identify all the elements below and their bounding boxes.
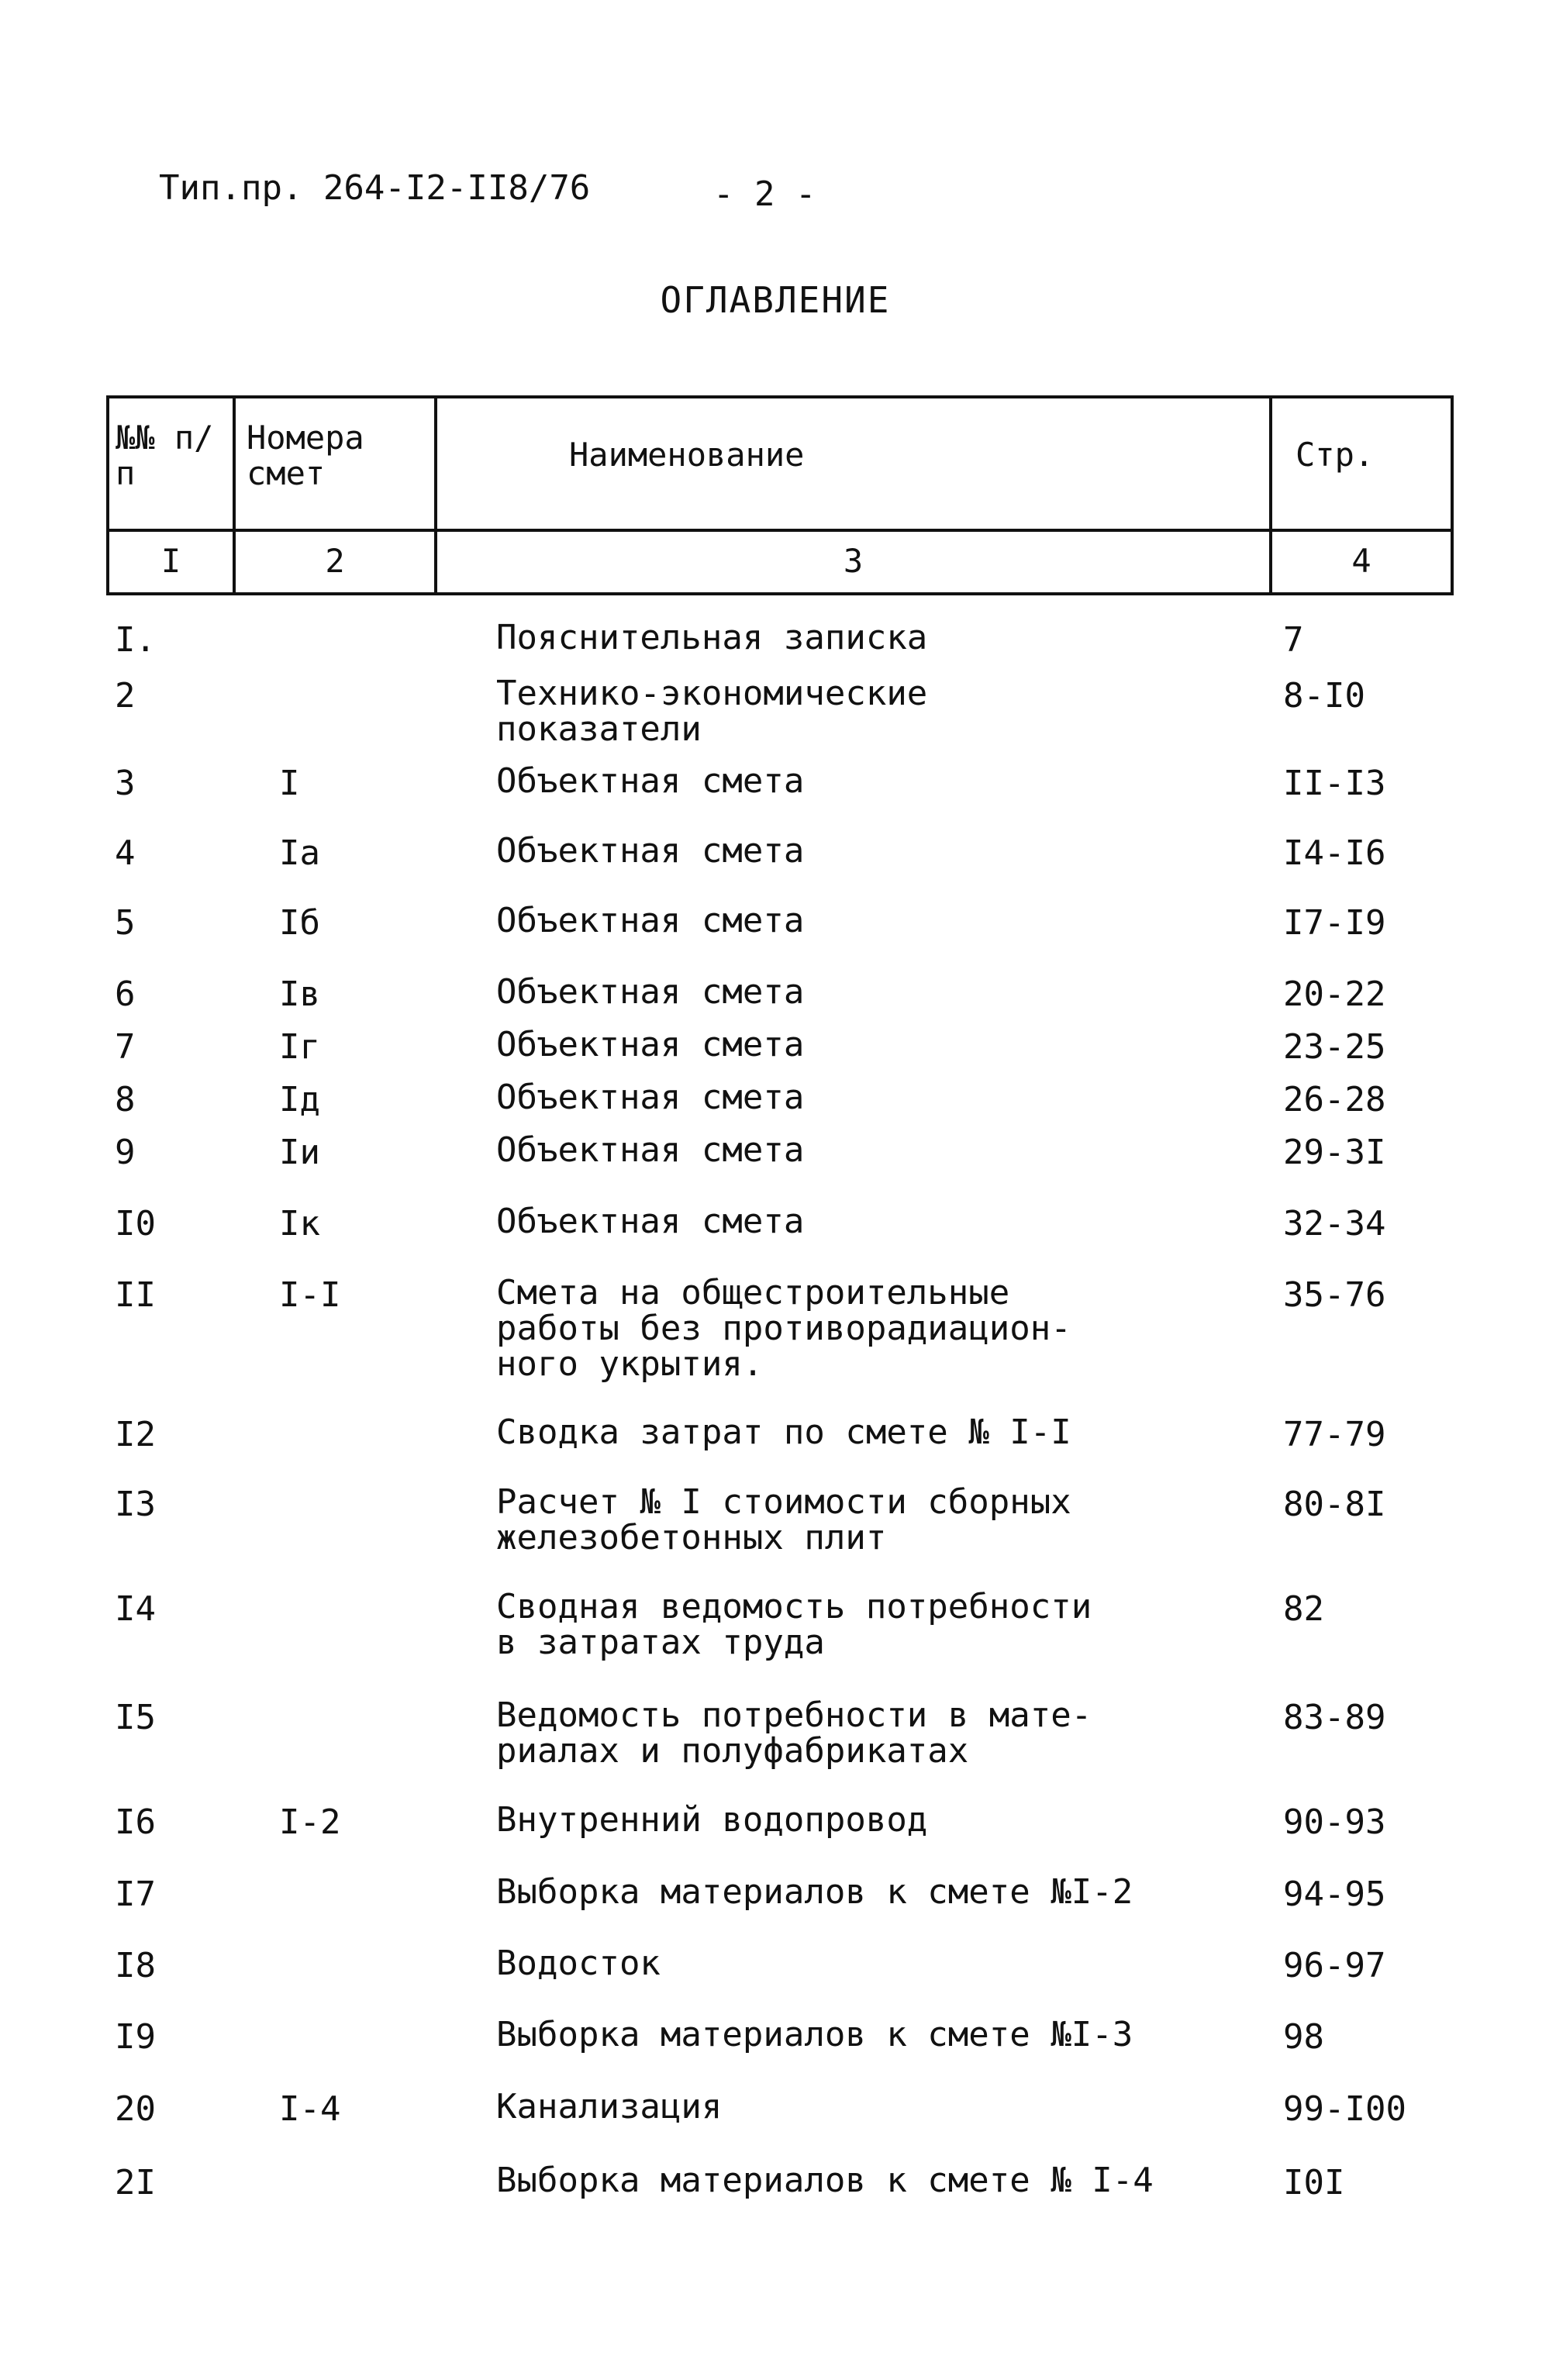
page-range: I0I bbox=[1283, 2163, 1345, 2202]
item-name: Объектная смета bbox=[496, 1025, 805, 1064]
item-name: Пояснительная записка bbox=[496, 618, 928, 657]
column-header-label: Стр. bbox=[1296, 436, 1375, 474]
estimate-code: Iв bbox=[279, 974, 320, 1014]
item-name: Объектная смета bbox=[496, 972, 805, 1012]
item-name: Объектная смета bbox=[496, 1202, 805, 1241]
item-name: Ведомость потребности в мате- риалах и полуфабрикатах bbox=[496, 1695, 1092, 1771]
page-range: 35-76 bbox=[1283, 1275, 1386, 1315]
row-number: I6 bbox=[115, 1802, 156, 1842]
row-number: I5 bbox=[115, 1698, 156, 1737]
item-name: Канализация bbox=[496, 2087, 723, 2126]
item-name: Внутренний водопровод bbox=[496, 1800, 928, 1840]
item-name: Сводка затрат по смете № I-I bbox=[496, 1412, 1071, 1452]
document-code: Тип.пр. 264-I2-II8/76 bbox=[159, 168, 591, 208]
estimate-code: I-I bbox=[279, 1275, 341, 1315]
page-range: I4-I6 bbox=[1283, 833, 1386, 873]
item-name: Смета на общестроительные работы без противорадиацион- ного укрытия. bbox=[496, 1273, 1071, 1384]
column-header-label: Наименование bbox=[569, 436, 805, 474]
estimate-code: I bbox=[279, 764, 300, 803]
row-number: 9 bbox=[115, 1133, 136, 1172]
row-number: I8 bbox=[115, 1946, 156, 1985]
item-name: Расчет № I стоимости сборных железобетонных плит bbox=[496, 1482, 1071, 1557]
page-range: 29-3I bbox=[1283, 1133, 1386, 1172]
row-number: I0 bbox=[115, 1204, 156, 1243]
item-name: Технико-экономические показатели bbox=[496, 674, 928, 749]
page-range: 90-93 bbox=[1283, 1802, 1386, 1842]
row-number: 2I bbox=[115, 2163, 156, 2202]
page-range: 32-34 bbox=[1283, 1204, 1386, 1243]
row-number: 3 bbox=[115, 764, 136, 803]
row-number: II bbox=[115, 1275, 156, 1315]
item-name: Водосток bbox=[496, 1944, 661, 1983]
row-number: 4 bbox=[115, 833, 136, 873]
estimate-code: Iи bbox=[279, 1133, 320, 1172]
item-name: Объектная смета bbox=[496, 1078, 805, 1117]
estimate-code: Iа bbox=[279, 833, 320, 873]
estimate-code: Iб bbox=[279, 903, 320, 943]
row-number: 5 bbox=[115, 903, 136, 943]
page-range: 96-97 bbox=[1283, 1946, 1386, 1985]
item-name: Выборка материалов к смете №I-2 bbox=[496, 1872, 1133, 1912]
page-range: 77-79 bbox=[1283, 1415, 1386, 1454]
item-name: Объектная смета bbox=[496, 761, 805, 801]
page-range: 98 bbox=[1283, 2017, 1324, 2057]
estimate-code: I-4 bbox=[279, 2089, 341, 2129]
row-number: 2 bbox=[115, 676, 136, 716]
estimate-code: Iг bbox=[279, 1027, 320, 1067]
item-name: Выборка материалов к смете №I-3 bbox=[496, 2015, 1133, 2054]
estimate-code: I-2 bbox=[279, 1802, 341, 1842]
page-range: 20-22 bbox=[1283, 974, 1386, 1014]
row-number: I7 bbox=[115, 1875, 156, 1914]
page-range: II-I3 bbox=[1283, 764, 1386, 803]
item-name: Выборка материалов к смете № I-4 bbox=[496, 2161, 1154, 2200]
page-title: ОГЛАВЛЕНИЕ bbox=[660, 279, 891, 321]
row-number: I9 bbox=[115, 2017, 156, 2057]
column-header-label: Номера смет bbox=[247, 419, 364, 492]
page-range: 94-95 bbox=[1283, 1875, 1386, 1914]
page-range: 23-25 bbox=[1283, 1027, 1386, 1067]
page-range: 26-28 bbox=[1283, 1080, 1386, 1119]
row-number: 20 bbox=[115, 2089, 156, 2129]
page-range: I7-I9 bbox=[1283, 903, 1386, 943]
column-number: 2 bbox=[325, 542, 345, 580]
item-name: Объектная смета bbox=[496, 831, 805, 871]
item-name: Объектная смета bbox=[496, 901, 805, 940]
item-name: Сводная ведомость потребности в затратах труда bbox=[496, 1587, 1092, 1662]
row-number: I2 bbox=[115, 1415, 156, 1454]
column-number: I bbox=[160, 542, 181, 580]
page-range: 7 bbox=[1283, 620, 1304, 660]
row-number: 6 bbox=[115, 974, 136, 1014]
row-number: I. bbox=[115, 620, 156, 660]
row-number: 8 bbox=[115, 1080, 136, 1119]
column-number: 4 bbox=[1351, 542, 1371, 580]
estimate-code: Iд bbox=[279, 1080, 320, 1119]
column-header-label: №№ п/п bbox=[116, 419, 214, 492]
page-range: 8-I0 bbox=[1283, 676, 1365, 716]
estimate-code: Iк bbox=[279, 1204, 320, 1243]
page-range: 83-89 bbox=[1283, 1698, 1386, 1737]
column-number: 3 bbox=[843, 542, 864, 580]
row-number: I4 bbox=[115, 1589, 156, 1629]
page-number: - 2 - bbox=[713, 174, 816, 214]
item-name: Объектная смета bbox=[496, 1130, 805, 1170]
row-number: 7 bbox=[115, 1027, 136, 1067]
page-range: 99-I00 bbox=[1283, 2089, 1406, 2129]
row-number: I3 bbox=[115, 1485, 156, 1524]
page-range: 82 bbox=[1283, 1589, 1324, 1629]
page-range: 80-8I bbox=[1283, 1485, 1386, 1524]
